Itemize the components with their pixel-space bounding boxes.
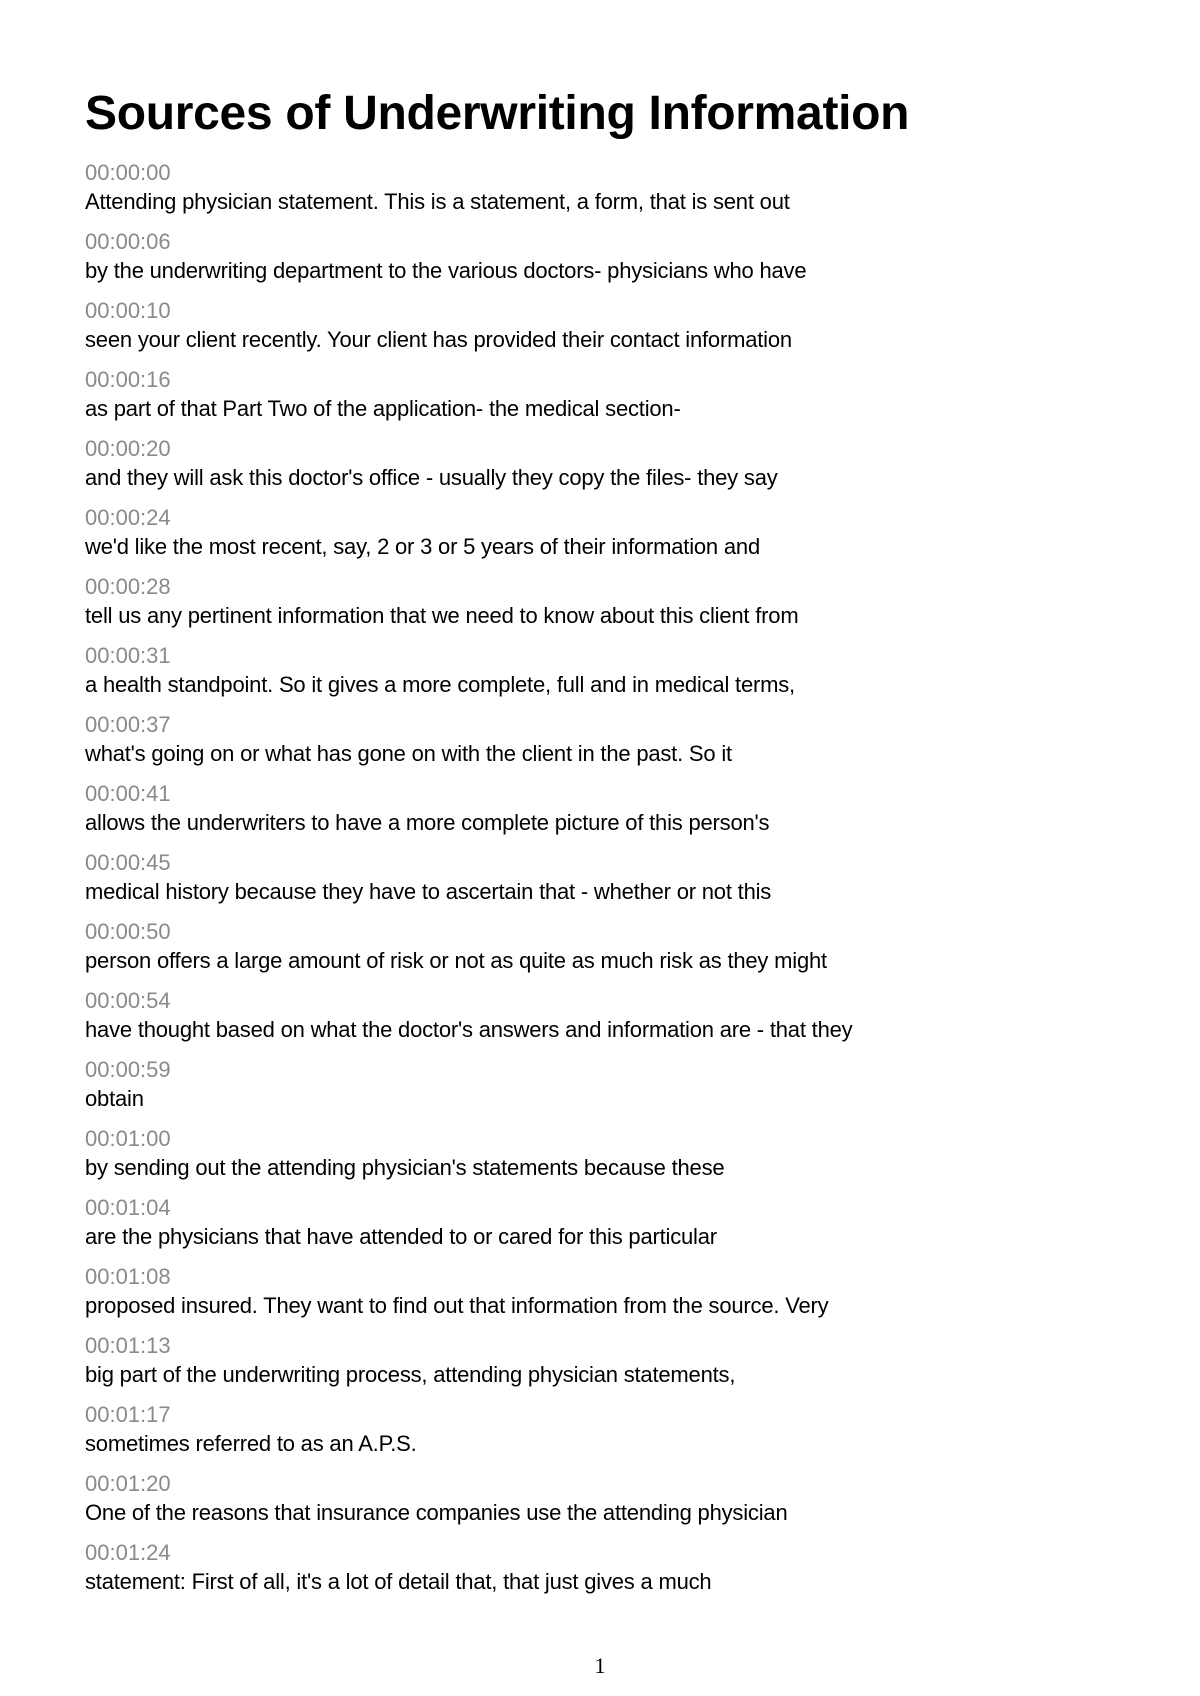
timestamp: 00:00:28 xyxy=(85,574,171,599)
transcript-line: we'd like the most recent, say, 2 or 3 or 5 years of their information and xyxy=(85,534,760,559)
transcript-list xyxy=(85,158,1125,1607)
transcript-line: sometimes referred to as an A.P.S. xyxy=(85,1431,417,1456)
timestamp: 00:00:20 xyxy=(85,436,171,461)
transcript-entry xyxy=(85,158,1125,227)
transcript-entry xyxy=(85,1538,1125,1607)
transcript-entry xyxy=(85,848,1125,917)
transcript-entry xyxy=(85,1055,1125,1124)
timestamp: 00:00:41 xyxy=(85,781,171,806)
transcript-line: Attending physician statement. This is a statement, a form, that is sent out xyxy=(85,189,790,214)
timestamp: 00:00:31 xyxy=(85,643,171,668)
transcript-line: medical history because they have to ascertain that - whether or not this xyxy=(85,879,772,904)
transcript-entry xyxy=(85,1331,1125,1400)
transcript-line: a health standpoint. So it gives a more complete, full and in medical terms, xyxy=(85,672,795,697)
timestamp: 00:00:37 xyxy=(85,712,171,737)
timestamp: 00:00:00 xyxy=(85,160,171,185)
timestamp: 00:01:17 xyxy=(85,1402,171,1427)
timestamp: 00:01:04 xyxy=(85,1195,171,1220)
timestamp: 00:00:50 xyxy=(85,919,171,944)
transcript-entry xyxy=(85,1124,1125,1193)
transcript-line: tell us any pertinent information that we need to know about this client from xyxy=(85,603,799,628)
transcript-line: big part of the underwriting process, attending physician statements, xyxy=(85,1362,736,1387)
timestamp: 00:01:13 xyxy=(85,1333,171,1358)
transcript-line: and they will ask this doctor's office - usually they copy the files- they say xyxy=(85,465,778,490)
transcript-entry xyxy=(85,779,1125,848)
document-page xyxy=(85,86,1125,1607)
transcript-line: as part of that Part Two of the application- the medical section- xyxy=(85,396,681,421)
transcript-line: have thought based on what the doctor's answers and information are - that they xyxy=(85,1017,853,1042)
transcript-entry xyxy=(85,365,1125,434)
transcript-line: obtain xyxy=(85,1086,144,1111)
transcript-entry xyxy=(85,1469,1125,1538)
timestamp: 00:00:59 xyxy=(85,1057,171,1082)
timestamp: 00:01:24 xyxy=(85,1540,171,1565)
transcript-line: by the underwriting department to the various doctors- physicians who have xyxy=(85,258,807,283)
transcript-entry xyxy=(85,1400,1125,1469)
timestamp: 00:00:16 xyxy=(85,367,171,392)
timestamp: 00:00:45 xyxy=(85,850,171,875)
timestamp: 00:00:54 xyxy=(85,988,171,1013)
page-number: 1 xyxy=(594,1653,606,1678)
transcript-line: by sending out the attending physician's statements because these xyxy=(85,1155,725,1180)
timestamp: 00:01:00 xyxy=(85,1126,171,1151)
timestamp: 00:00:24 xyxy=(85,505,171,530)
transcript-entry xyxy=(85,710,1125,779)
timestamp: 00:00:10 xyxy=(85,298,171,323)
transcript-line: proposed insured. They want to find out that information from the source. Very xyxy=(85,1293,829,1318)
transcript-line: seen your client recently. Your client has provided their contact information xyxy=(85,327,792,352)
transcript-entry xyxy=(85,917,1125,986)
transcript-line: allows the underwriters to have a more complete picture of this person's xyxy=(85,810,770,835)
transcript-entry xyxy=(85,503,1125,572)
transcript-entry xyxy=(85,227,1125,296)
transcript-line: what's going on or what has gone on with the client in the past. So it xyxy=(85,741,732,766)
transcript-line: statement: First of all, it's a lot of detail that, that just gives a much xyxy=(85,1569,712,1594)
transcript-entry xyxy=(85,1262,1125,1331)
document-title: Sources of Underwriting Information xyxy=(85,87,910,140)
transcript-entry xyxy=(85,986,1125,1055)
transcript-entry xyxy=(85,434,1125,503)
transcript-entry xyxy=(85,296,1125,365)
timestamp: 00:00:06 xyxy=(85,229,171,254)
transcript-entry xyxy=(85,1193,1125,1262)
timestamp: 00:01:20 xyxy=(85,1471,171,1496)
timestamp: 00:01:08 xyxy=(85,1264,171,1289)
transcript-line: person offers a large amount of risk or not as quite as much risk as they might xyxy=(85,948,827,973)
transcript-entry xyxy=(85,641,1125,710)
transcript-entry xyxy=(85,572,1125,641)
transcript-line: are the physicians that have attended to or cared for this particular xyxy=(85,1224,717,1249)
transcript-line: One of the reasons that insurance companies use the attending physician xyxy=(85,1500,788,1525)
